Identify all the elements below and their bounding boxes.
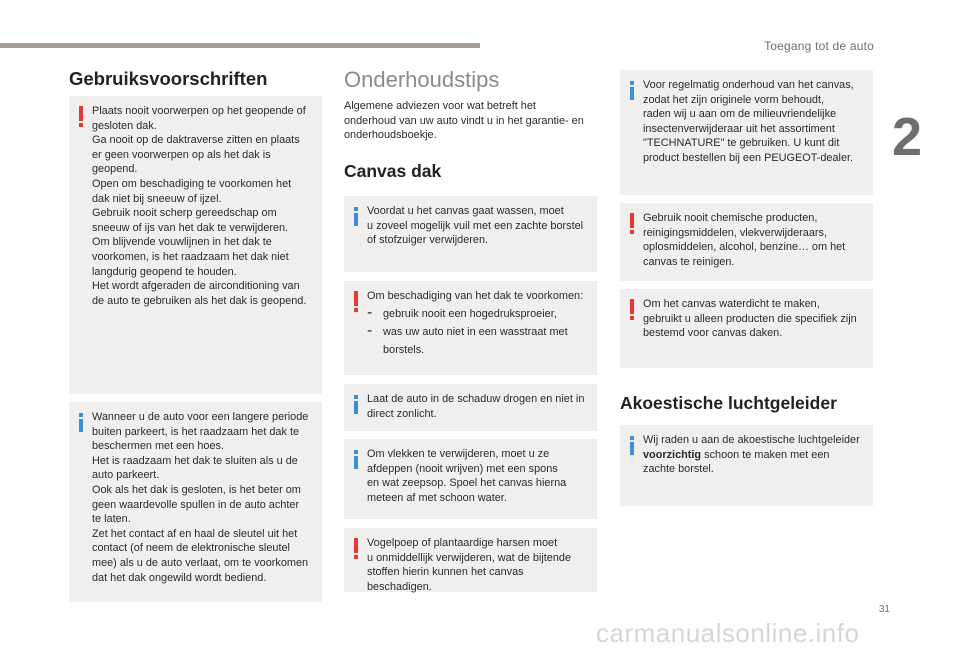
info-box-technature	[620, 70, 873, 195]
info-box-wash	[344, 196, 597, 272]
warning-icon	[629, 299, 635, 320]
list-item: - gebruik nooit een hogedruksproeier,	[367, 303, 557, 321]
info-box-dry	[344, 384, 597, 431]
info-box-parking	[69, 402, 322, 602]
info-box-stains	[344, 439, 597, 519]
heading-akoestische-luchtgeleider: Akoestische luchtgeleider	[620, 393, 837, 413]
emphasis-text: voorzichtig	[643, 448, 702, 461]
info-icon	[353, 450, 359, 469]
info-icon	[353, 207, 359, 226]
warning-icon	[353, 538, 359, 559]
warning-text: Vogelpoep of plantaardige harsen moet u onmiddellijk verwijderen, wat de bijtende stoffen hierin kunnen het canvas beschadigen.	[367, 537, 572, 593]
page-number: 31	[878, 604, 890, 615]
warning-text: Plaats nooit voorwerpen op het geopende of gesloten dak. Ga nooit op de daktraverse zitten en plaats er geen voorwerpen op als het dak is geopend. Open om beschadiging te voorkomen het dak niet bij sneeuw of ijzel. Gebruik nooit scherp gereedschap om sneeuw of ijs van het dak te verwijderen. Om blijvende vouwlijnen in het dak te voorkomen, is het raadzaam het dak niet langdurig geopend te houden. Het wordt afgeraden de airconditioning van de auto te gebruiken als het dak is geopend.	[92, 105, 307, 307]
warning-text: Om beschadiging van het dak te voorkomen:	[367, 290, 584, 302]
info-text: Voordat u het canvas gaat wassen, moet u zoveel mogelijk vuil met een zachte borstel of stofzuiger verwijderen.	[367, 205, 584, 247]
intro-paragraph: Algemene adviezen voor wat betreft het onderhoud van uw auto vindt u in het garantie- en onderhoudsboekje.	[344, 100, 584, 142]
info-text: Wij raden u aan de akoestische luchtgeleider voorzichtig schoon te maken met een zachte borstel.	[643, 434, 860, 476]
info-icon	[629, 81, 635, 100]
warning-box-damage	[344, 281, 597, 375]
warning-box-birds	[344, 528, 597, 592]
list-item: - was uw auto niet in een wasstraat met borstels.	[367, 321, 568, 356]
warning-box-usage	[69, 96, 322, 394]
warning-text: Om het canvas waterdicht te maken, gebruikt u alleen producten die specifiek zijn bestemd voor canvas daken.	[643, 298, 857, 340]
info-text: Laat de auto in de schaduw drogen en niet in direct zonlicht.	[367, 393, 585, 420]
warning-icon	[353, 291, 359, 312]
warning-box-chemicals	[620, 203, 873, 281]
heading-canvas-dak: Canvas dak	[344, 161, 442, 181]
warning-box-waterproof	[620, 289, 873, 368]
watermark: carmanualsonline.info	[596, 618, 860, 648]
info-icon	[353, 395, 359, 414]
heading-gebruiksvoorschriften: Gebruiksvoorschriften	[69, 68, 268, 89]
info-icon	[629, 436, 635, 455]
header-rule	[0, 43, 480, 48]
heading-onderhoudstips: Onderhoudstips	[344, 67, 500, 92]
warning-icon	[629, 213, 635, 234]
info-icon	[78, 413, 84, 432]
section-label: Toegang tot de auto	[764, 39, 874, 53]
warning-icon	[78, 106, 84, 127]
damage-list	[367, 304, 589, 358]
warning-text: Gebruik nooit chemische producten, reinigingsmiddelen, vlekverwijderaars, oplosmiddelen, alcohol, benzine… om het canvas te reinigen.	[643, 212, 846, 268]
info-text: Wanneer u de auto voor een langere periode buiten parkeert, is het raadzaam het dak te beschermen met een hoes. Het is raadzaam het dak te sluiten als u de auto parkeert. Ook als het dak is gesloten, is het beter om geen waardevolle spullen in de auto achter te laten. Zet het contact af en haal de sleutel uit het contact (of neem de elektronische sleutel mee) als u de auto verlaat, om te voorkomen dat het dak ongewild wordt bediend.	[92, 411, 309, 584]
info-box-deflector	[620, 425, 873, 506]
info-text: Om vlekken te verwijderen, moet u ze afdeppen (nooit wrijven) met een spons en wat zeepsop. Spoel het canvas hierna meteen af met schoon water.	[367, 448, 567, 504]
info-text: Voor regelmatig onderhoud van het canvas, zodat het zijn originele vorm behoudt, raden wij u aan om de milieuvriendelijke insectenverwijderaar uit het assortiment "TECHNATURE" te gebruiken. U kunt dit product bestellen bij een PEUGEOT-dealer.	[643, 79, 854, 164]
chapter-number: 2	[892, 107, 923, 167]
